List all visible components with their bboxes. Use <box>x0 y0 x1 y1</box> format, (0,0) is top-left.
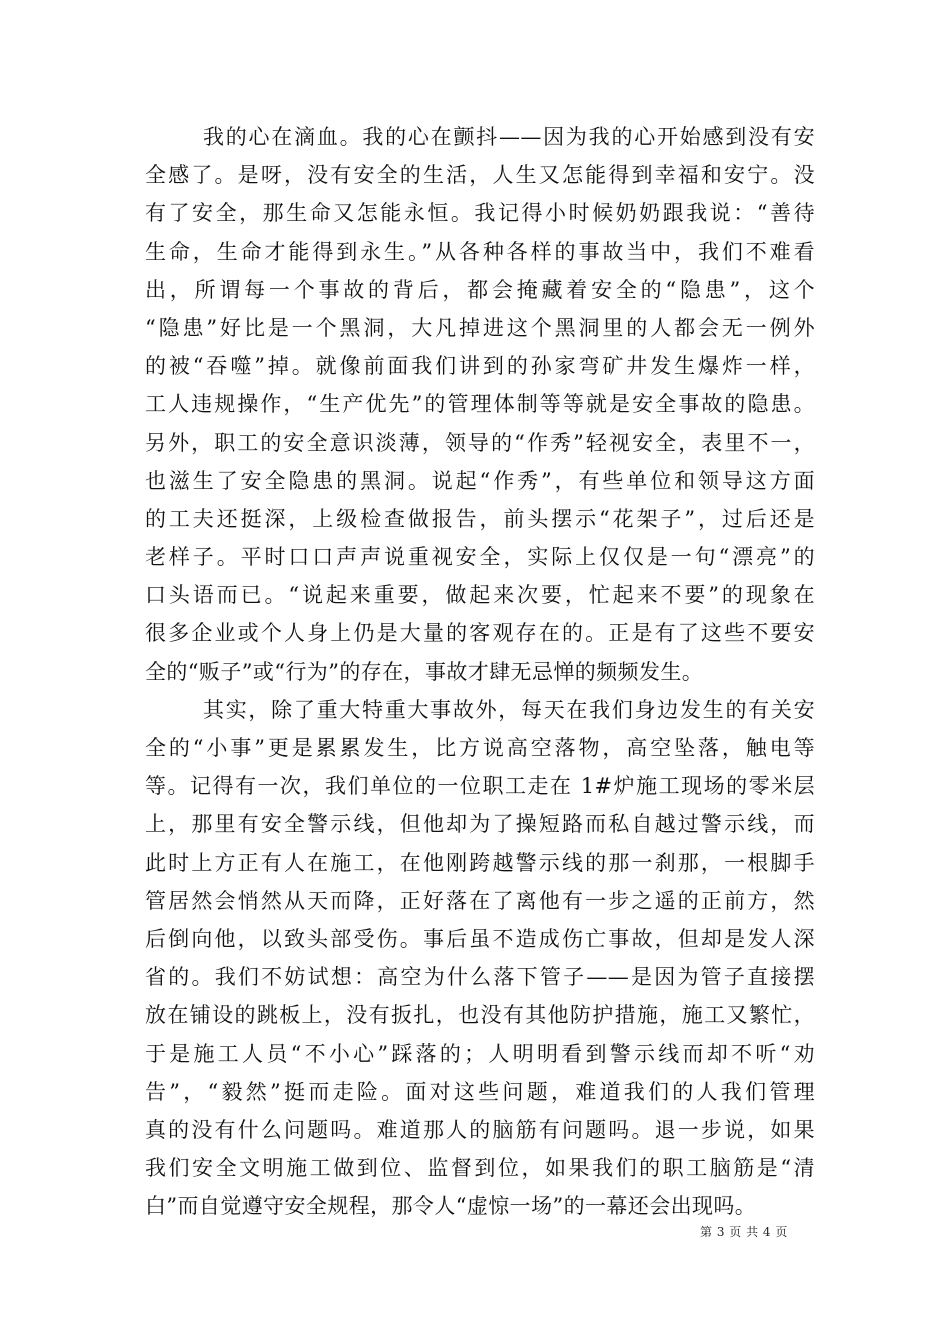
text-line: 放在铺设的跳板上，没有扳扎，也没有其他防护措施，施工又繁忙， <box>145 1003 815 1028</box>
text-line: 生命，生命才能得到永生。”从各种各样的事故当中，我们不难看 <box>145 239 815 264</box>
text-line: 全的“小事”更是累累发生，比方说高空落物，高空坠落，触电等 <box>145 736 815 760</box>
text-line: 老样子。平时口口声声说重视安全，实际上仅仅是一句“漂亮”的 <box>145 545 815 570</box>
text-line: 另外，职工的安全意识淡薄，领导的“作秀”轻视安全，表里不一， <box>145 430 815 455</box>
text-line: 后倒向他，以致头部受伤。事后虽不造成伤亡事故，但却是发人深 <box>145 926 815 951</box>
text-line: 白”而自觉遵守安全规程，那令人“虚惊一场”的一幕还会出现吗。 <box>145 1194 757 1219</box>
text-line: 省的。我们不妨试想：高空为什么落下管子——是因为管子直接摆 <box>145 965 815 990</box>
text-line: 告”，“毅然”挺而走险。面对这些问题，难道我们的人我们管理 <box>145 1079 815 1104</box>
paragraph-1 <box>145 118 815 691</box>
text-line: 我们安全文明施工做到位、监督到位，如果我们的职工脑筋是“清 <box>145 1156 815 1181</box>
body-text <box>145 118 815 1225</box>
text-line: 的被“吞噬”掉。就像前面我们讲到的孙家弯矿井发生爆炸一样， <box>145 354 815 379</box>
text-line: 上，那里有安全警示线，但他却为了操短路而私自越过警示线，而 <box>145 812 815 837</box>
text-line: 也滋生了安全隐患的黑洞。说起“作秀”，有些单位和领导这方面 <box>145 468 815 493</box>
text-line: 很多企业或个人身上仍是大量的客观存在的。正是有了这些不要安 <box>145 621 815 646</box>
text-line: 全的“贩子”或“行为”的存在，事故才肆无忌惮的频频发生。 <box>145 659 704 684</box>
text-line: 管居然会悄然从天而降，正好落在了离他有一步之遥的正前方，然 <box>145 888 815 913</box>
page-number: 第 3 页 共 4 页 <box>700 1225 788 1239</box>
text-line: 全感了。是呀，没有安全的生活，人生又怎能得到幸福和安宁。没 <box>145 163 815 188</box>
paragraph-2 <box>145 691 815 1226</box>
text-line: 真的没有什么问题吗。难道那人的脑筋有问题吗。退一步说，如果 <box>145 1117 815 1142</box>
text-line: 有了安全，那生命又怎能永恒。我记得小时候奶奶跟我说：“善待 <box>145 201 815 226</box>
text-line: 的工夫还挺深，上级检查做报告，前头摆示“花架子”，过后还是 <box>145 506 815 531</box>
text-line: 工人违规操作，“生产优先”的管理体制等等就是安全事故的隐患。 <box>145 392 815 417</box>
text-line: 等。记得有一次，我们单位的一位职工走在 1#炉施工现场的零米层 <box>145 774 815 799</box>
text-line: 于是施工人员“不小心”踩落的；人明明看到警示线而却不听“劝 <box>145 1041 815 1066</box>
text-line: 我的心在滴血。我的心在颤抖——因为我的心开始感到没有安 <box>203 125 815 149</box>
text-line: “隐患”好比是一个黑洞，大凡掉进这个黑洞里的人都会无一例外 <box>145 315 815 340</box>
text-line: 口头语而已。“说起来重要，做起来次要，忙起来不要”的现象在 <box>145 583 815 608</box>
text-line: 出，所谓每一个事故的背后，都会掩藏着安全的“隐患”，这个 <box>145 277 815 302</box>
text-line: 其实，除了重大特重大事故外，每天在我们身边发生的有关安 <box>203 697 815 722</box>
text-line: 此时上方正有人在施工，在他刚跨越警示线的那一刹那，一根脚手 <box>145 850 815 875</box>
